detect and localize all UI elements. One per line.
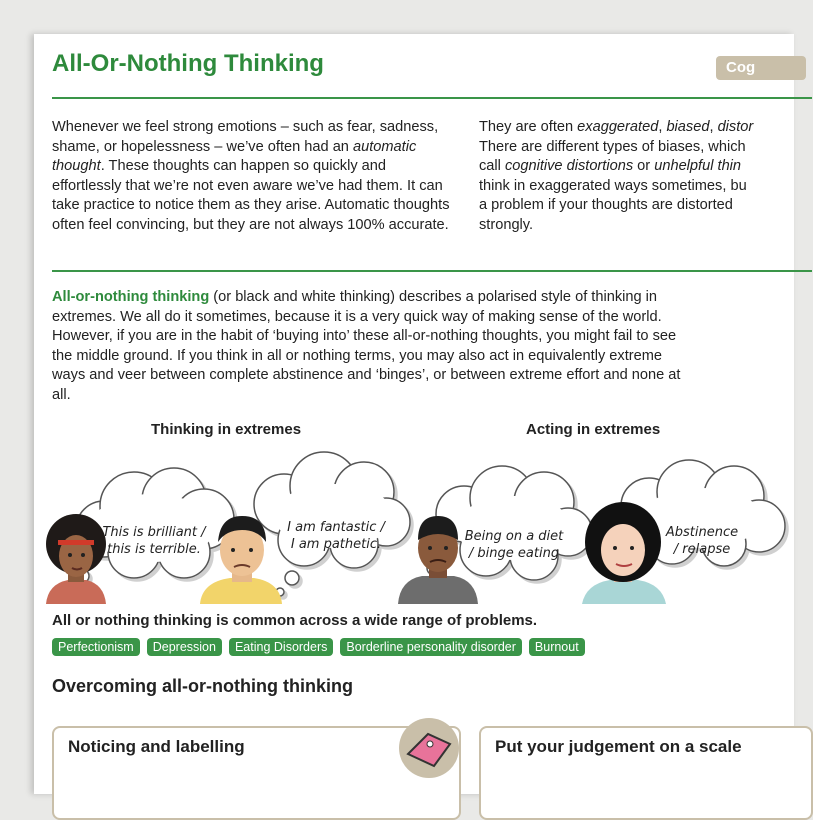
chip-depression[interactable]: Depression xyxy=(147,638,222,656)
bubble-2-text: I am fantastic / I am pathetic. xyxy=(287,520,385,552)
worksheet-page xyxy=(34,34,794,794)
page-title: All-Or-Nothing Thinking xyxy=(52,50,324,77)
chip-eating-disorders[interactable]: Eating Disorders xyxy=(229,638,333,656)
thinking-heading: Thinking in extremes xyxy=(151,421,302,438)
scale-box xyxy=(479,726,813,820)
chip-perfectionism[interactable]: Perfectionism xyxy=(52,638,140,656)
definition-paragraph: All-or-nothing thinking (or black and white thinking) describes a polarised style of thinking in extremes. We all do it sometimes, because it is a very quick way of making sense of the world. However, if you are in the habit of ‘buying into’ these all-or-nothing thoughts, you might fail to see the middle ground. If you think in all or nothing terms, you may also act in equivalently extreme ways and veer between complete abstinence and ‘binges’, or between extreme effort and none at all. xyxy=(52,289,681,403)
problem-chips xyxy=(52,638,585,656)
bubble-3-text: Being on a diet / binge eating xyxy=(464,529,564,561)
problems-heading: All or nothing thinking is common across a wide range of problems. xyxy=(52,612,538,629)
acting-heading: Acting in extremes xyxy=(526,421,661,438)
illustration xyxy=(34,444,794,604)
noticing-title: Noticing and labelling xyxy=(68,737,245,756)
bubble-4-text: Abstinence / relapse xyxy=(665,525,739,557)
overcoming-heading: Overcoming all-or-nothing thinking xyxy=(52,676,353,696)
noticing-box xyxy=(52,726,461,820)
title-divider xyxy=(52,97,812,99)
scale-title: Put your judgement on a scale xyxy=(495,737,742,756)
section-divider xyxy=(52,270,812,272)
bubble-1-text: This is brilliant / this is terrible. xyxy=(102,525,206,557)
intro-paragraph-right: They are often exaggerated, biased, distor There are different types of biases, which call cognitive distortions or unhelpful thin think in exaggerated ways sometimes, bu a problem if your thoughts are distorted strongly. xyxy=(479,119,754,233)
intro-paragraph-left: Whenever we feel strong emotions – such as fear, sadness, shame, or hopelessness – we’ve often had an automatic thought. These thoughts can happen so quickly and effortlessly that we’re not even aware we’ve had them. It can take practice to notice them as they arise. Automatic thoughts often feel convincing, but they are not always 100% accurate. xyxy=(52,119,450,233)
label-tag-icon xyxy=(394,714,464,774)
definition-term: All-or-nothing thinking xyxy=(52,289,210,305)
category-tag: Cog xyxy=(716,56,806,80)
chip-burnout[interactable]: Burnout xyxy=(529,638,585,656)
chip-borderline-personality-disorder[interactable]: Borderline personality disorder xyxy=(340,638,522,656)
